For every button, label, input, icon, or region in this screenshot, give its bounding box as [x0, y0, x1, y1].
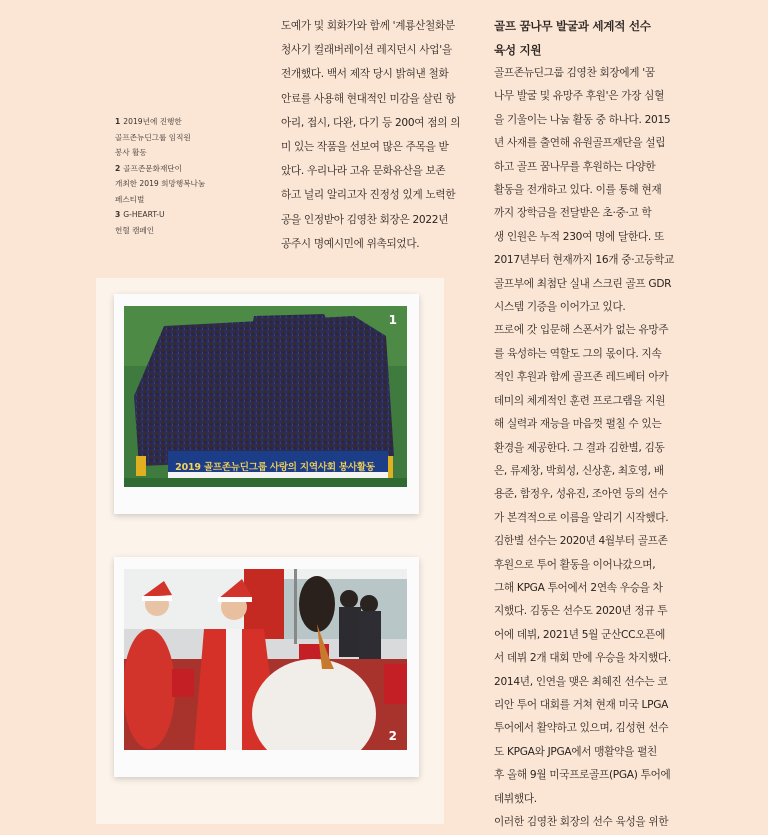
text-line: 을 기울이는 나눔 활동 중 하나다. 2015 — [494, 113, 671, 126]
text-line: 김한별 선수는 2020년 4월부터 골프존 — [494, 535, 668, 548]
caption-number: 2 — [115, 163, 121, 173]
text-line: 미 있는 작품을 선보여 많은 주목을 받 — [281, 141, 449, 154]
group-volunteer-photo — [124, 306, 407, 487]
text-line: 골프부에 최첨단 실내 스크린 골프 GDR — [494, 277, 672, 290]
text-line: 이러한 김영찬 회장의 선수 육성을 위한 — [494, 816, 669, 828]
text-line: 활동을 전개하고 있다. 이를 통해 현재 — [494, 184, 662, 197]
text-line: 2014년, 인연을 맺은 최혜진 선수는 코 — [494, 675, 668, 688]
caption-1 — [115, 114, 255, 161]
caption-line: G-HEART-U — [123, 210, 165, 219]
text-line: 적인 후원과 함께 골프존 레드베터 아카 — [494, 371, 669, 384]
caption-line: 봉사 활동 — [115, 148, 147, 157]
text-line: 청사기 컬래버레이션 레지던시 사업'을 — [281, 44, 452, 57]
text-line: 용준, 함정우, 성유진, 조아연 등의 선수 — [494, 488, 668, 501]
photo-captions — [115, 114, 255, 238]
text-line: 도 KPGA와 JPGA에서 맹활약을 펼친 — [494, 745, 657, 758]
caption-line: 2019년에 진행한 — [123, 117, 182, 126]
caption-line: 페스티벌 — [115, 194, 145, 204]
text-line: 까지 장학금을 전달받은 초·중·고 학 — [494, 207, 652, 220]
text-line: 데뷔했다. — [494, 792, 537, 805]
caption-2 — [115, 161, 255, 208]
text-line: 도예가 및 회화가와 함께 '계룡산철화분 — [281, 20, 455, 32]
text-line: 안료를 사용해 현대적인 미감을 살린 항 — [281, 92, 456, 105]
heading-line: 육성 지원 — [494, 43, 542, 57]
text-line: 은, 류제창, 박희성, 신상훈, 최호영, 배 — [494, 464, 664, 477]
middle-paragraph — [281, 14, 475, 256]
photo-number-badge: 2 — [388, 729, 397, 743]
text-line: 프로에 갓 입문해 스폰서가 없는 유망주 — [494, 324, 669, 337]
santa-festival-photo — [124, 569, 407, 750]
caption-number: 1 — [115, 117, 121, 126]
photo-number-badge: 1 — [388, 313, 397, 327]
text-line: 골프존뉴딘그룹 김영찬 회장에게 '꿈 — [494, 67, 655, 79]
text-line: 지했다. 김동은 선수도 2020년 정규 투 — [494, 605, 668, 618]
text-line: 가 본격적으로 이름을 알리기 시작했다. — [494, 511, 669, 524]
text-line: 후원으로 투어 활동을 이어나갔으며, — [494, 558, 656, 571]
text-line: 공을 인정받아 김영찬 회장은 2022년 — [281, 213, 449, 226]
text-line: 았다. 우리나라 고유 문화유산을 보존 — [281, 165, 446, 178]
caption-3 — [115, 207, 255, 238]
text-line: 2017년부터 현재까지 16개 중·고등학교 — [494, 254, 675, 267]
caption-number: 3 — [115, 210, 121, 219]
text-line: 리안 투어 대회를 거쳐 현재 미국 LPGA — [494, 698, 669, 711]
banner-text: 2019 골프존뉴딘그룹 사랑의 지역사회 봉사활동 — [175, 462, 375, 473]
right-text-column — [494, 14, 696, 834]
right-paragraph — [494, 62, 696, 834]
photo-frame-2 — [114, 557, 419, 777]
text-line: 데미의 체계적인 훈련 프로그램을 지원 — [494, 394, 666, 407]
middle-text-column — [281, 14, 475, 256]
text-line: 투어에서 활약하고 있으며, 김성현 선수 — [494, 722, 669, 735]
text-line: 나무 발굴 및 유망주 후원'은 가장 심혈 — [494, 90, 665, 103]
text-line: 를 육성하는 역할도 그의 몫이다. 지속 — [494, 347, 662, 360]
text-line: 하고 골프 꿈나무를 후원하는 다양한 — [494, 160, 656, 173]
text-line: 공주시 명예시민에 위촉되었다. — [281, 237, 420, 250]
section-heading — [494, 14, 696, 62]
text-line: 시스템 기증을 이어가고 있다. — [494, 301, 626, 314]
heading-line: 골프 꿈나무 발굴과 세계적 선수 — [494, 19, 651, 33]
text-line: 년 사재를 출연해 유원골프재단을 설립 — [494, 137, 666, 150]
text-line: 그해 KPGA 투어에서 2연속 우승을 차 — [494, 581, 663, 594]
caption-line: 개최한 2019 희망행복나눔 — [115, 179, 206, 188]
text-line: 하고 널리 알리고자 진정성 있게 노력한 — [281, 189, 456, 202]
text-line: 환경을 제공한다. 그 결과 김한별, 김동 — [494, 441, 665, 454]
text-line: 생 인원은 누적 230여 명에 달한다. 또 — [494, 230, 664, 243]
text-line: 후 올해 9월 미국프로골프(PGA) 투어에 — [494, 769, 671, 782]
text-line: 해 실력과 재능을 마음껏 펼칠 수 있는 — [494, 418, 662, 431]
caption-line: 골프존문화재단이 — [123, 163, 182, 173]
text-line: 서 데뷔 2개 대회 만에 우승을 차지했다. — [494, 652, 671, 665]
caption-line: 골프존뉴딘그룹 임직원 — [115, 132, 191, 142]
caption-line: 헌혈 캠페인 — [115, 225, 155, 235]
photo-frame-1 — [114, 294, 419, 514]
text-line: 어에 데뷔, 2021년 5월 군산CC오픈에 — [494, 628, 666, 641]
text-line: 아리, 접시, 다완, 다기 등 200여 점의 의 — [281, 116, 461, 129]
text-line: 전개했다. 백서 제작 당시 밝혀낸 철화 — [281, 68, 449, 81]
photo-panel — [96, 278, 444, 824]
